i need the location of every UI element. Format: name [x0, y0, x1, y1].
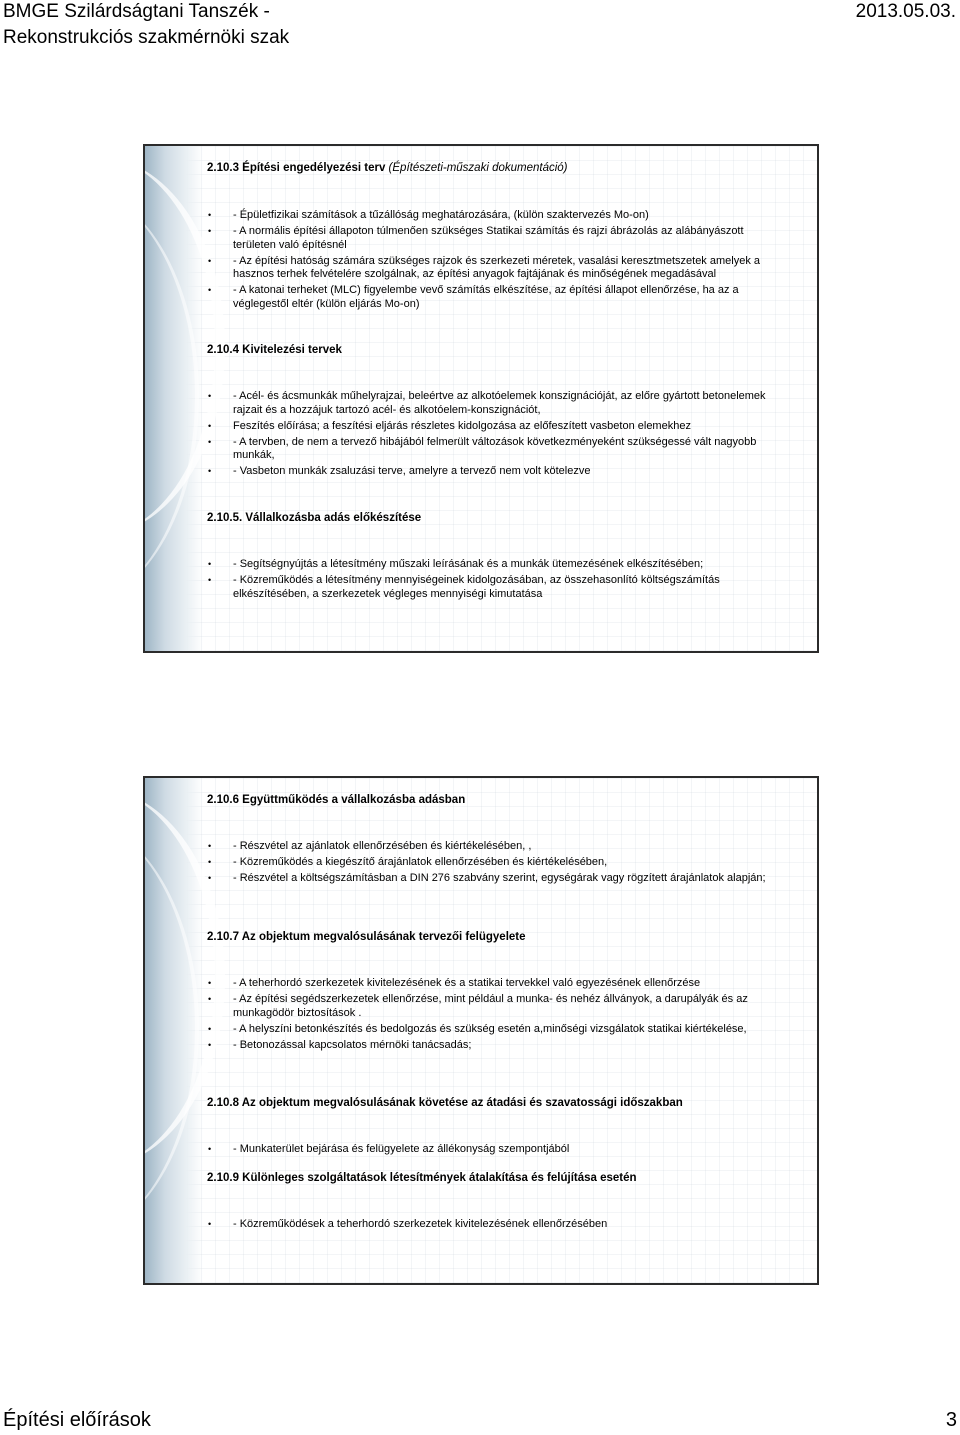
section-heading-2-10-7: 2.10.7 Az objektum megvalósulásának tervezői felügyelete [207, 931, 526, 943]
header-department: BMGE Szilárdságtani Tanszék - [3, 1, 270, 22]
section-heading-2-10-8: 2.10.8 Az objektum megvalósulásának követése az átadási és szavatossági időszakban [207, 1097, 683, 1109]
list-item: • - Az építési hatóság számára szükséges rajzok és szerkezeti méretek, vasalási keresztmetszetek amelyek a hasznos terhek felvételére szolgálnak, az építési anyagok fajtájának és minőségének megadásával [207, 255, 789, 282]
section-2-10-5-list [207, 558, 789, 604]
slide-decoration [145, 146, 203, 651]
section-heading-2-10-3: 2.10.3 Építési engedélyezési terv (Építészeti-műszaki dokumentáció) [207, 162, 568, 174]
list-item: • - Segítségnyújtás a létesítmény műszaki leírásának és a munkák ütemezésének elkészítésében; [207, 558, 789, 572]
list-item: • - Közreműködés a kiegészítő árajánlatok ellenőrzésében és kiértékelésében, [207, 856, 789, 870]
list-item: • - A katonai terheket (MLC) figyelembe vevő számítás elkészítése, az építési állapot ellenőrzése, ha az a véglegestől eltér (külön eljárás Mo-on) [207, 284, 789, 311]
header-program: Rekonstrukciós szakmérnöki szak [3, 27, 290, 48]
section-2-10-6-list [207, 840, 789, 888]
list-item: • - Vasbeton munkák zsaluzási terve, amelyre a tervező nem volt kötelezve [207, 465, 789, 479]
list-item: • - A teherhordó szerkezetek kivitelezésének és a statikai tervekkel való egyezésének ellenőrzése [207, 977, 789, 991]
list-item: • - Részvétel az ajánlatok ellenőrzésében és kiértékelésében, , [207, 840, 789, 854]
section-heading-2-10-6: 2.10.6 Együttműködés a vállalkozásba adásban [207, 794, 466, 806]
list-item: • - A helyszíni betonkészítés és bedolgozás és szükség esetén a,minőségi vizsgálatok statikai kiértékelése, [207, 1023, 789, 1037]
list-item: • - Munkaterület bejárása és felügyelete az állékonyság szempontjából [207, 1143, 789, 1157]
section-2-10-9-list [207, 1218, 789, 1234]
section-heading-2-10-5: 2.10.5. Vállalkozásba adás előkészítése [207, 512, 422, 524]
list-item: • - Épületfizikai számítások a tűzállóság meghatározására, (külön szaktervezés Mo-on) [207, 209, 789, 223]
list-item: • - A tervben, de nem a tervező hibájából felmerült változások következményeként szükségessé vált nagyobb munkák, [207, 436, 789, 463]
section-2-10-8-list [207, 1143, 789, 1159]
slide-2 [143, 776, 819, 1285]
section-2-10-7-list [207, 977, 789, 1055]
section-2-10-3-list [207, 209, 789, 314]
list-item: • - Közreműködés a létesítmény mennyiségeinek kidolgozásában, az összehasonlító költségszámítás elkészítésében, a szerkezetek végleges mennyiségi kimutatása [207, 574, 789, 601]
slide-decoration [145, 778, 203, 1283]
list-item: • Feszítés előírása; a feszítési eljárás részletes kidolgozása az előfeszített vasbeton elemekhez [207, 420, 789, 434]
footer-title: Építési előírások [3, 1409, 151, 1431]
section-2-10-4-list [207, 390, 789, 481]
slide-1 [143, 144, 819, 653]
list-item: • - Közreműködések a teherhordó szerkezetek kivitelezésének ellenőrzésében [207, 1218, 789, 1232]
section-heading-2-10-9: 2.10.9 Különleges szolgáltatások létesítmények átalakítása és felújítása esetén [207, 1172, 637, 1184]
header-date: 2013.05.03. [855, 1, 956, 22]
list-item: • - Betonozással kapcsolatos mérnöki tanácsadás; [207, 1039, 789, 1053]
section-heading-2-10-4: 2.10.4 Kivitelezési tervek [207, 344, 342, 356]
list-item: • - A normális építési állapoton túlmenően szükséges Statikai számítás és rajzi ábrázolás az alábányászott területen való építésnél [207, 225, 789, 252]
list-item: • - Részvétel a költségszámításban a DIN 276 szabvány szerint, egységárak vagy rögzített árajánlatok alapján; [207, 872, 789, 886]
list-item: • - Az építési segédszerkezetek ellenőrzése, mint például a munka- és nehéz állványok, a darupályák és az munkagödör biztosítások . [207, 993, 789, 1020]
document-header [3, 0, 289, 51]
list-item: • - Acél- és ácsmunkák műhelyrajzai, beleértve az alkotóelemek konszignációját, az előre gyártott betonelemek rajzait és a hozzájuk tartozó acél- és alkotóelem-konszignációt, [207, 390, 789, 417]
page-number: 3 [945, 1409, 957, 1431]
